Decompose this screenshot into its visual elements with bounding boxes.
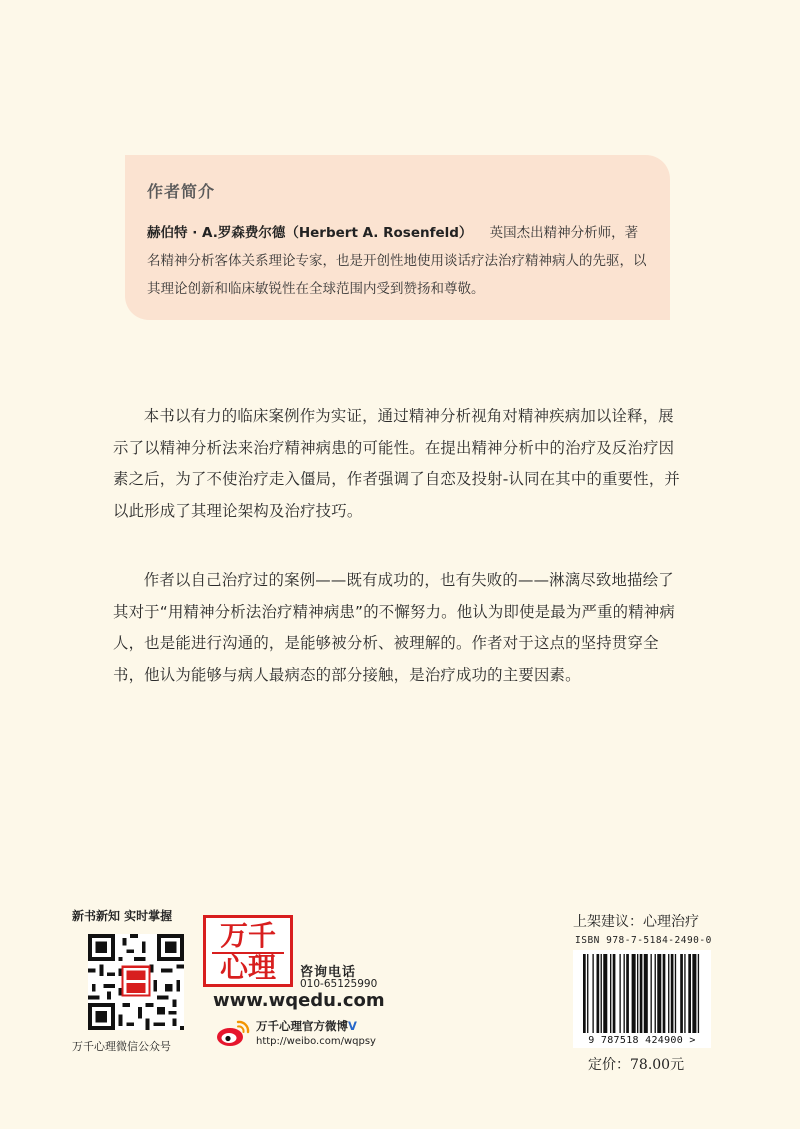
website: www.wqedu.com	[213, 990, 385, 1011]
weibo-icon	[215, 1018, 251, 1048]
description-paragraph-2: 作者以自己治疗过的案例——既有成功的，也有失败的——淋漓尽致地描绘了其对于“用精神分析法治疗精神病患”的不懈努力。他认为即使是最为严重的精神病人，也是能进行沟通的，是能够被分析、被理解的。作者对于这点的坚持贯穿全书，他认为能够与病人最病态的部分接触，是治疗成功的主要因素。	[113, 571, 676, 684]
barcode-bar	[613, 954, 616, 1034]
barcode-bar	[624, 954, 625, 1034]
qr-code-icon	[88, 934, 184, 1030]
barcode-bar	[637, 954, 638, 1034]
logo-line-1: 万千	[219, 919, 276, 952]
author-bio-text: 英国杰出精神分析师，著名精神分析客体关系理论专家，也是开创性地使用谈话疗法治疗精神病人的先驱，以其理论创新和临床敏锐性在全球范围内受到赞扬和尊敬。	[147, 225, 647, 297]
barcode-bar	[655, 954, 656, 1034]
barcode-bar	[671, 954, 674, 1034]
phone-number: 010-65125990	[300, 978, 378, 990]
promo-label: 新书新知 实时掌握	[72, 909, 173, 923]
barcode-bar	[587, 954, 588, 1034]
shelf-suggestion: 上架建议：心理治疗	[573, 914, 699, 930]
barcode-bar	[610, 954, 611, 1034]
isbn-text: ISBN 978-7-5184-2490-0	[575, 935, 712, 946]
weibo-verified-badge: V	[348, 1019, 357, 1033]
author-bio	[147, 219, 650, 303]
barcode-bar	[601, 954, 602, 1034]
phone-label: 咨询电话	[300, 965, 357, 980]
barcode-bar	[619, 954, 620, 1034]
barcode-bar	[583, 954, 586, 1034]
wanqian-logo	[203, 915, 293, 987]
barcode-bar	[698, 954, 699, 1034]
author-intro-title: 作者简介	[147, 182, 216, 201]
weibo-url: http://weibo.com/wqpsy	[256, 1036, 376, 1047]
barcode-bar	[657, 954, 661, 1034]
barcode-bar	[651, 954, 652, 1034]
weibo-title-text: 万千心理官方微博	[256, 1019, 348, 1033]
author-name: 赫伯特 · A.罗森费尔德（Herbert A. Rosenfeld）	[147, 225, 473, 241]
barcode-bar	[592, 954, 593, 1034]
barcode-bar	[644, 954, 648, 1034]
barcode-bar	[692, 954, 696, 1034]
barcode-bar	[632, 954, 636, 1034]
barcode-bar	[603, 954, 607, 1034]
qr-caption: 万千心理微信公众号	[72, 1040, 171, 1053]
barcode-digits: 9 787518 424900 >	[573, 1033, 711, 1048]
description-paragraph-1: 本书以有力的临床案例作为实证，通过精神分析视角对精神疾病加以诠释，展示了以精神分析法来治疗精神病患的可能性。在提出精神分析中的治疗及反治疗因素之后，为了不使治疗走入僵局，作者强调了自恋及投射-认同在其中的重要性，并以此形成了其理论架构及治疗技巧。	[113, 407, 681, 520]
barcode-bar	[597, 954, 600, 1034]
barcode-bar	[684, 954, 685, 1034]
barcode-bar	[680, 954, 683, 1034]
barcode-bar	[626, 954, 629, 1034]
barcode-bar	[663, 954, 666, 1034]
barcode-bar	[688, 954, 691, 1034]
price: 定价：78.00元	[588, 1057, 685, 1073]
barcode-bar	[668, 954, 669, 1034]
barcode-bar	[640, 954, 643, 1034]
barcode-bar	[675, 954, 676, 1034]
barcode	[573, 950, 711, 1046]
author-intro-box	[125, 155, 670, 320]
weibo-title	[256, 1018, 357, 1034]
logo-line-2: 心理	[219, 951, 276, 984]
